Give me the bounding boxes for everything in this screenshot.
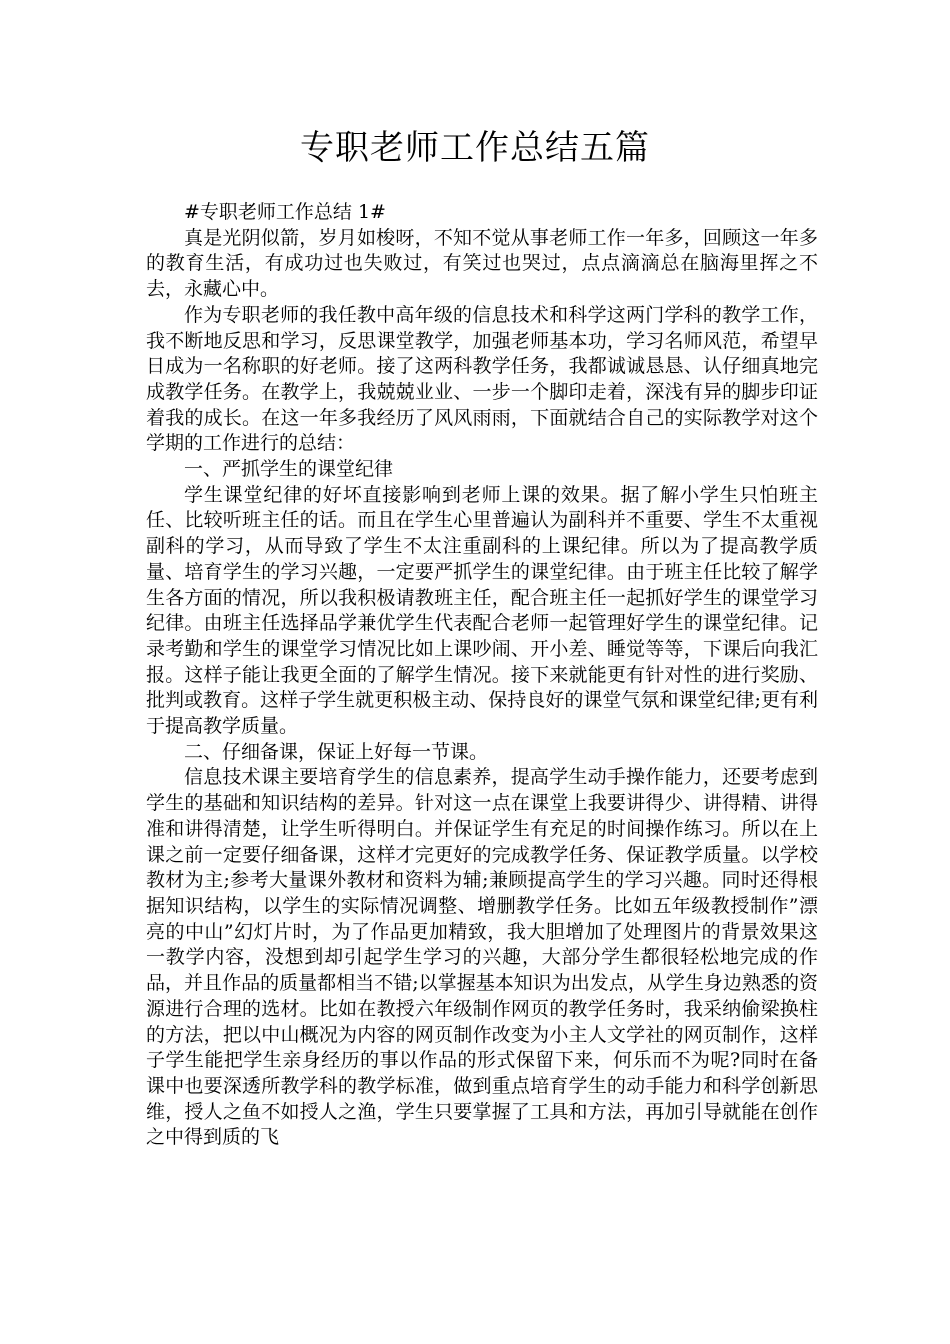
paragraph: 真是光阴似箭，岁月如梭呀，不知不觉从事老师工作一年多，回顾这一年多的教育生活，有成功过也失败过，有笑过也哭过，点点滴滴总在脑海里挥之不去，永藏心中。 xyxy=(146,226,818,301)
paragraph: 学生课堂纪律的好坏直接影响到老师上课的效果。据了解小学生只怕班主任、比较听班主任的话。而且在学生心里普遍认为副科并不重要、学生不太重视副科的学习，从而导致了学生不太注重副科的上课纪律。所以为了提高教学质量、培育学生的学习兴趣，一定要严抓学生的课堂纪律。由于班主任比较了解学生各方面的情况，所以我积极请教班主任，配合班主任一起抓好学生的课堂学习纪律。由班主任选择品学兼优学生代表配合老师一起管理好学生的课堂纪律。记录考勤和学生的课堂学习情况比如上课吵闹、开小差、睡觉等等，下课后向我汇报。这样子能让我更全面的了解学生情况。接下来就能更有针对性的进行奖励、批判或教育。这样子学生就更积极主动、保持良好的课堂气氛和课堂纪律;更有利于提高教学质量。 xyxy=(146,483,818,738)
section-heading: 二、仔细备课，保证上好每一节课。 xyxy=(184,740,489,763)
paragraph: 信息技术课主要培育学生的信息素养，提高学生动手操作能力，还要考虑到学生的基础和知识结构的差异。针对这一点在课堂上我要讲得少、讲得精、讲得准和讲得清楚，让学生听得明白。并保证学生有充足的时间操作练习。所以在上课之前一定要仔细备课，这样才完更好的完成教学任务、保证教学质量。以学校教材为主;参考大量课外教材和资料为辅;兼顾提高学生的学习兴趣。同时还得根据知识结构，以学生的实际情况调整、增删教学任务。比如五年级教授制作”漂亮的中山”幻灯片时，为了作品更加精致，我大胆增加了处理图片的背景效果这一教学内容，没想到却引起学生学习的兴趣，大部分学生都很轻松地完成的作品，并且作品的质量都相当不错;以掌握基本知识为出发点，从学生身边熟悉的资源进行合理的选材。比如在教授六年级制作网页的教学任务时，我采纳偷梁换柱的方法，把以中山概况为内容的网页制作改变为小主人文学社的网页制作，这样子学生能把学生亲身经历的事以作品的形式保留下来，何乐而不为呢?同时在备课中也要深透所教学科的教学标准，做到重点培育学生的动手能力和科学创新思维，授人之鱼不如授人之渔，学生只要掌握了工具和方法，再加引导就能在创作之中得到质的飞 xyxy=(146,766,818,1149)
section-heading: #专职老师工作总结 1# xyxy=(184,201,386,223)
section-heading: 一、严抓学生的课堂纪律 xyxy=(184,458,394,481)
paragraph: 作为专职老师的我任教中高年级的信息技术和科学这两门学科的教学工作，我不断地反思和学习，反思课堂教学，加强老师基本功，学习名师风范，希望早日成为一名称职的好老师。接了这两科教学任务，我都诚诚恳恳、认仔细真地完成教学任务。在教学上，我兢兢业业、一步一个脚印走着，深浅有异的脚步印证着我的成长。在这一年多我经历了风风雨雨，下面就结合自己的实际教学对这个学期的工作进行的总结： xyxy=(146,303,818,455)
document-body xyxy=(146,200,818,1151)
document-title: 专职老师工作总结五篇 xyxy=(300,128,650,168)
